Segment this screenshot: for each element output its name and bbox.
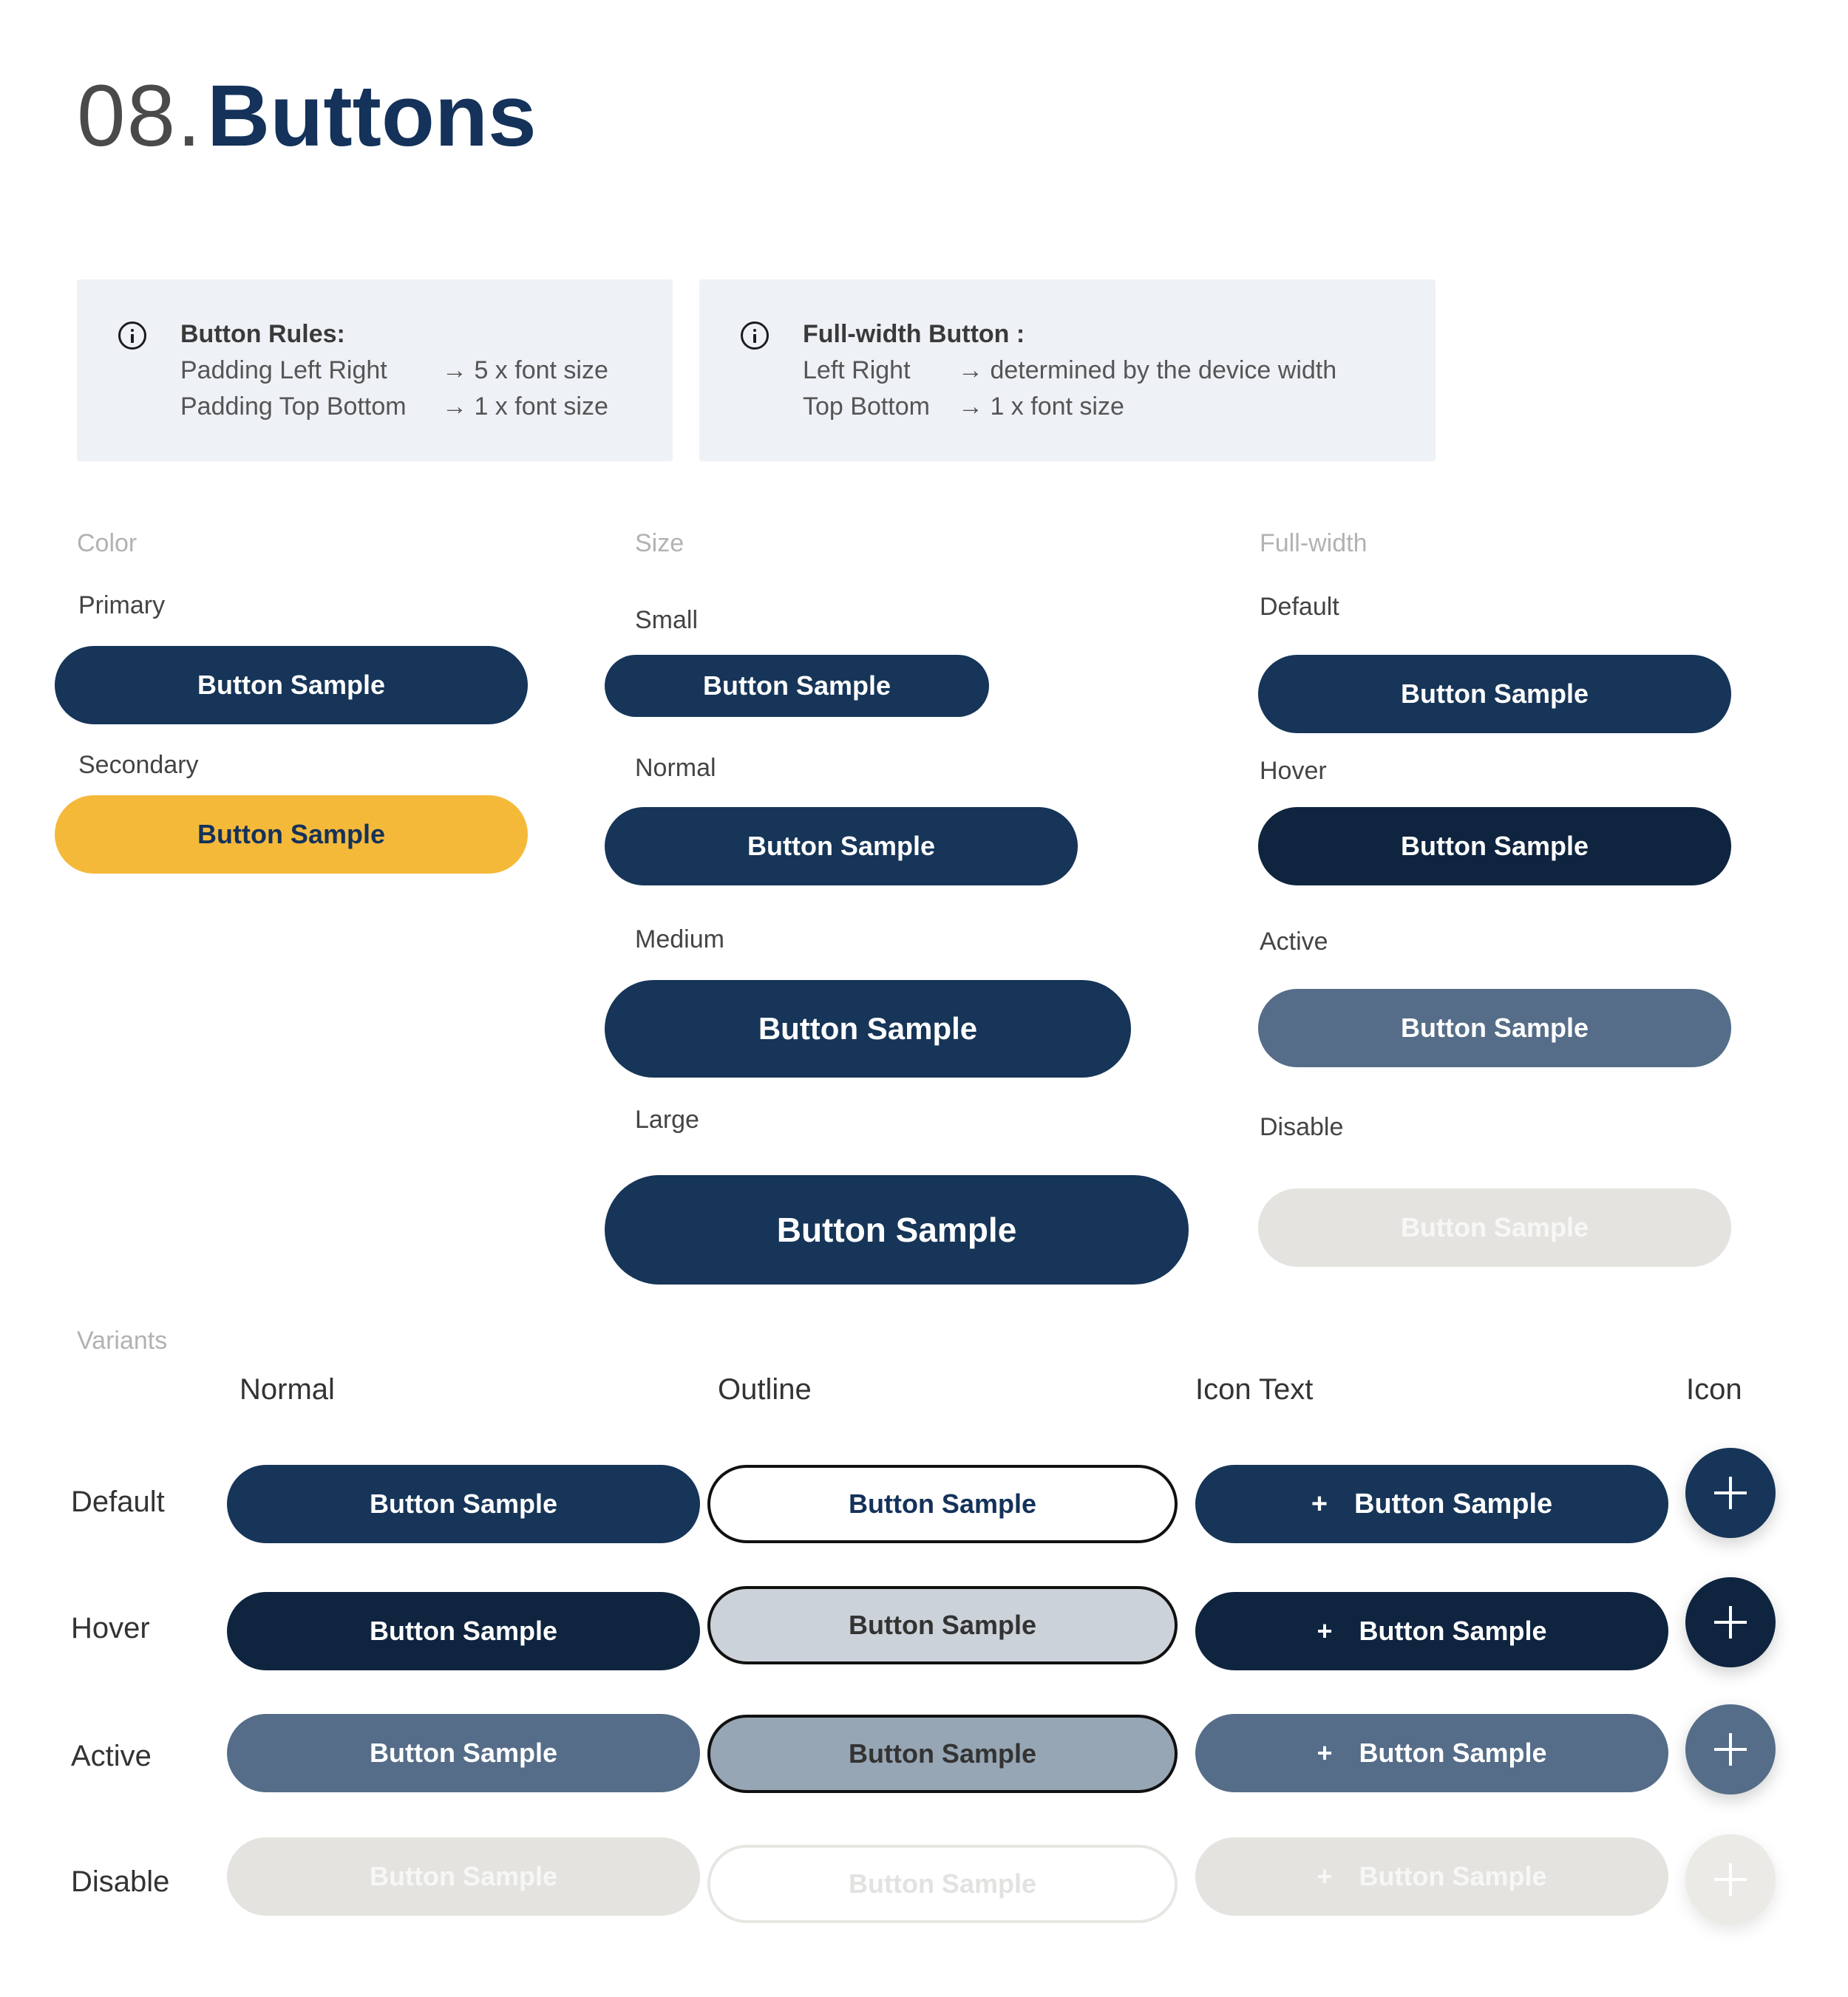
fullwidth-hover-button[interactable]	[1258, 807, 1731, 885]
rules-line2-value: → 1 x font size	[442, 392, 608, 421]
button-label: Button Sample	[702, 670, 891, 701]
plus-icon	[1714, 1477, 1747, 1509]
button-label: Button Sample	[1400, 1212, 1589, 1242]
section-label-color: Color	[77, 529, 137, 557]
button-label: Button Sample	[369, 1616, 557, 1646]
plus-icon	[1714, 1733, 1747, 1766]
button-label: Button Sample	[758, 1011, 978, 1046]
info-icon	[118, 322, 146, 350]
label-normal: Normal	[635, 754, 716, 782]
button-label: Button Sample	[1400, 1013, 1589, 1043]
page-title	[77, 67, 537, 165]
row-label-hover: Hover	[71, 1612, 150, 1644]
plus-icon: +	[1317, 1738, 1333, 1768]
button-label: Button Sample	[848, 1489, 1036, 1519]
button-label: Button Sample	[1354, 1488, 1553, 1520]
label-fw-default: Default	[1260, 593, 1339, 621]
plus-icon: +	[1317, 1861, 1333, 1891]
variant-normal-active-button[interactable]	[227, 1714, 700, 1792]
column-label-icon-text: Icon Text	[1195, 1373, 1314, 1406]
fullwidth-active-button[interactable]	[1258, 989, 1731, 1067]
label-secondary: Secondary	[78, 751, 199, 779]
small-button[interactable]	[605, 655, 989, 717]
variant-icon-hover-button[interactable]	[1685, 1577, 1776, 1667]
button-label: Button Sample	[848, 1610, 1036, 1640]
button-label: Button Sample	[197, 670, 385, 700]
plus-icon	[1714, 1606, 1747, 1639]
rules-line1-label: Padding Left Right	[180, 356, 387, 384]
plus-icon: +	[1317, 1616, 1333, 1646]
page-title-word: Buttons	[207, 67, 537, 165]
button-label: Button Sample	[369, 1861, 557, 1891]
button-label: Button Sample	[848, 1738, 1036, 1769]
variant-outline-hover-button[interactable]	[707, 1586, 1178, 1664]
variant-icon-active-button[interactable]	[1685, 1704, 1776, 1794]
fullwidth-line1-value: → determined by the device width	[958, 356, 1337, 384]
primary-button[interactable]	[55, 646, 528, 724]
info-icon	[741, 322, 769, 350]
section-label-fullwidth: Full-width	[1260, 529, 1368, 557]
label-primary: Primary	[78, 591, 166, 619]
fullwidth-line2-value: → 1 x font size	[958, 392, 1124, 421]
variant-outline-active-button[interactable]	[707, 1715, 1178, 1793]
fullwidth-default-button[interactable]	[1258, 655, 1731, 733]
column-label-outline: Outline	[718, 1373, 812, 1406]
rules-heading: Button Rules:	[180, 320, 345, 348]
variant-normal-default-button[interactable]	[227, 1465, 700, 1543]
secondary-button[interactable]	[55, 795, 528, 874]
variant-outline-default-button[interactable]	[707, 1465, 1178, 1543]
variant-normal-hover-button[interactable]	[227, 1592, 700, 1670]
variant-icon-text-active-button[interactable]	[1195, 1714, 1668, 1792]
fullwidth-heading: Full-width Button :	[803, 320, 1025, 348]
label-fw-active: Active	[1260, 928, 1328, 956]
section-label-size: Size	[635, 529, 684, 557]
plus-icon: +	[1311, 1488, 1328, 1520]
label-large: Large	[635, 1106, 699, 1134]
button-label: Button Sample	[197, 819, 385, 849]
column-label-normal: Normal	[240, 1373, 335, 1406]
button-label: Button Sample	[776, 1211, 1017, 1249]
variant-icon-text-default-button[interactable]	[1195, 1465, 1668, 1543]
normal-button[interactable]	[605, 807, 1078, 885]
fullwidth-disabled-button	[1258, 1188, 1731, 1267]
button-label: Button Sample	[369, 1489, 557, 1519]
medium-button[interactable]	[605, 980, 1131, 1078]
label-fw-hover: Hover	[1260, 757, 1327, 785]
variant-normal-disabled-button	[227, 1837, 700, 1916]
variant-icon-text-disabled-button	[1195, 1837, 1668, 1916]
fullwidth-rules-panel	[699, 279, 1436, 461]
button-rules-panel	[77, 279, 673, 461]
column-label-icon: Icon	[1686, 1373, 1742, 1406]
row-label-default: Default	[71, 1486, 165, 1518]
page-title-number: 08.	[77, 67, 203, 165]
fullwidth-line1-label: Left Right	[803, 356, 911, 384]
button-label: Button Sample	[1359, 1616, 1547, 1646]
button-label: Button Sample	[747, 831, 935, 861]
variant-icon-disabled-button	[1685, 1834, 1776, 1925]
label-fw-disable: Disable	[1260, 1113, 1344, 1141]
variant-icon-default-button[interactable]	[1685, 1448, 1776, 1538]
variant-icon-text-hover-button[interactable]	[1195, 1592, 1668, 1670]
plus-icon	[1714, 1863, 1747, 1896]
button-label: Button Sample	[369, 1738, 557, 1768]
rules-line1-value: → 5 x font size	[442, 356, 608, 384]
button-label: Button Sample	[1359, 1738, 1547, 1768]
row-label-active: Active	[71, 1740, 152, 1772]
button-label: Button Sample	[1359, 1861, 1547, 1891]
variant-outline-disabled-button	[707, 1845, 1178, 1923]
large-button[interactable]	[605, 1175, 1189, 1285]
button-label: Button Sample	[848, 1868, 1036, 1899]
button-label: Button Sample	[1400, 831, 1589, 861]
label-small: Small	[635, 606, 699, 634]
rules-line2-label: Padding Top Bottom	[180, 392, 407, 421]
button-label: Button Sample	[1400, 678, 1589, 709]
section-label-variants: Variants	[77, 1327, 168, 1355]
row-label-disable: Disable	[71, 1865, 170, 1898]
label-medium: Medium	[635, 925, 724, 953]
fullwidth-line2-label: Top Bottom	[803, 392, 930, 421]
